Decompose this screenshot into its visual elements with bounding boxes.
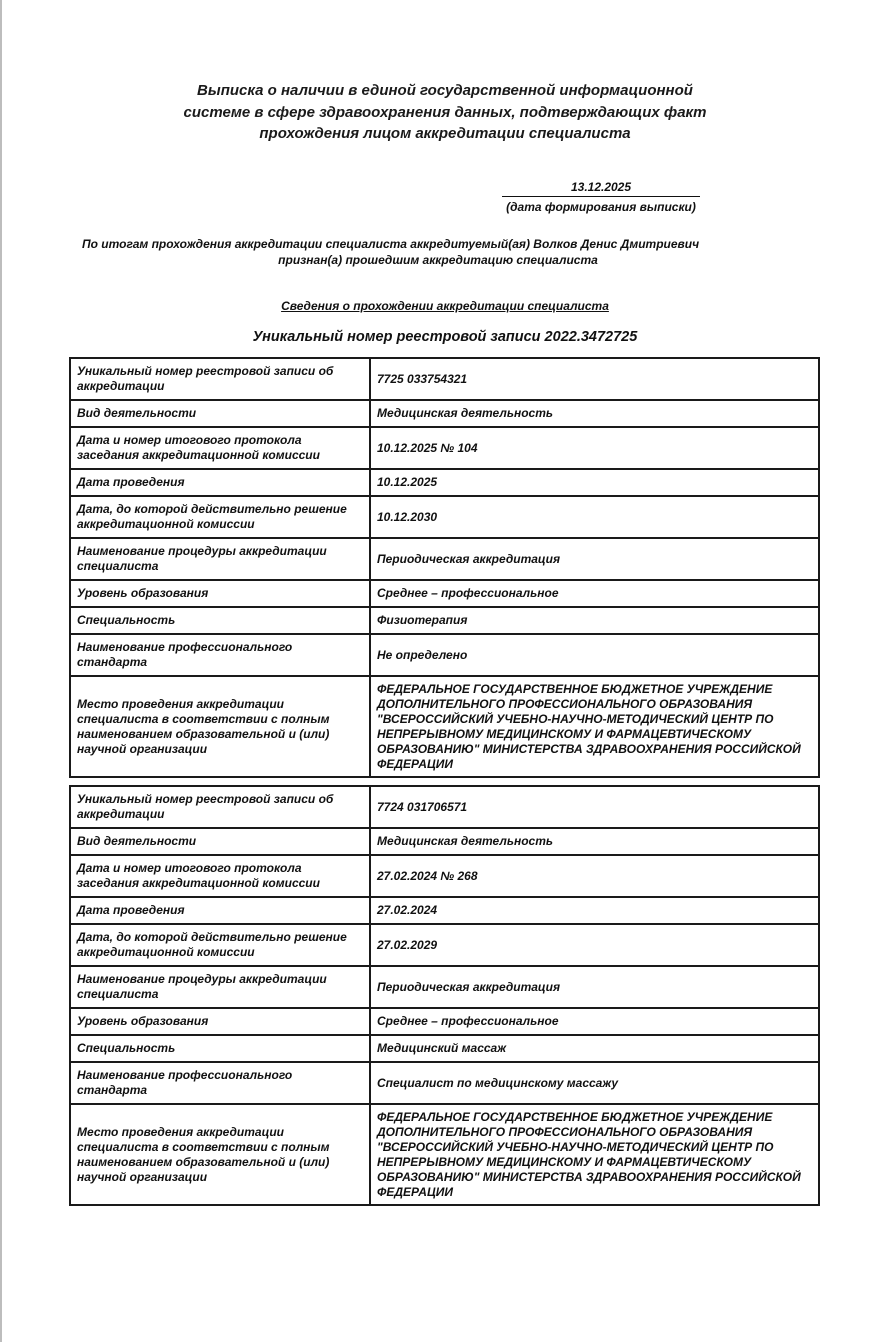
- table-row: [70, 966, 819, 1008]
- row-label: Наименование процедуры аккредитации специалиста: [70, 538, 370, 580]
- table-row: [70, 400, 819, 427]
- row-value: 10.12.2025: [370, 469, 819, 496]
- table-row: [70, 538, 819, 580]
- table-row: [70, 855, 819, 897]
- row-label: Место проведения аккредитации специалиста в соответствии с полным наименованием образовательной и (или) научной организации: [70, 676, 370, 777]
- row-label: Дата, до которой действительно решение аккредитационной комиссии: [70, 924, 370, 966]
- table-row: [70, 427, 819, 469]
- table-row: [70, 634, 819, 676]
- row-value: Периодическая аккредитация: [370, 966, 819, 1008]
- row-value: ФЕДЕРАЛЬНОЕ ГОСУДАРСТВЕННОЕ БЮДЖЕТНОЕ УЧРЕЖДЕНИЕ ДОПОЛНИТЕЛЬНОГО ПРОФЕССИОНАЛЬНОГО ОБРАЗОВАНИЯ "ВСЕРОССИЙСКИЙ УЧЕБНО-НАУЧНО-МЕТОДИЧЕСКИЙ ЦЕНТР ПО НЕПРЕРЫВНОМУ МЕДИЦИНСКОМУ И ФАРМАЦЕВТИЧЕСКОМУ ОБРАЗОВАНИЮ" МИНИСТЕРСТВА ЗДРАВООХРАНЕНИЯ РОССИЙСКОЙ ФЕДЕРАЦИИ: [370, 1104, 819, 1205]
- row-value: 27.02.2024 № 268: [370, 855, 819, 897]
- row-value: Периодическая аккредитация: [370, 538, 819, 580]
- row-label: Специальность: [70, 1035, 370, 1062]
- table-row: [70, 828, 819, 855]
- row-label: Уникальный номер реестровой записи об аккредитации: [70, 786, 370, 828]
- table-row: [70, 1104, 819, 1205]
- row-value: 7724 031706571: [370, 786, 819, 828]
- row-value: 27.02.2029: [370, 924, 819, 966]
- row-label: Дата проведения: [70, 897, 370, 924]
- row-value: 7725 033754321: [370, 358, 819, 400]
- table-row: [70, 786, 819, 828]
- registry-number-title: Уникальный номер реестровой записи 2022.3472725: [252, 329, 638, 345]
- row-label: Уникальный номер реестровой записи об аккредитации: [70, 358, 370, 400]
- row-value: Медицинский массаж: [370, 1035, 819, 1062]
- row-label: Уровень образования: [70, 580, 370, 607]
- table-row: [70, 1008, 819, 1035]
- date-caption: (дата формирования выписки): [506, 200, 696, 214]
- row-label: Дата и номер итогового протокола заседания аккредитационной комиссии: [70, 427, 370, 469]
- section-title: Сведения о прохождении аккредитации специалиста: [281, 299, 609, 313]
- date-value: 13.12.2025: [502, 180, 700, 197]
- accreditation-table-1: [69, 357, 820, 778]
- row-label: Наименование процедуры аккредитации специалиста: [70, 966, 370, 1008]
- row-value: Среднее – профессиональное: [370, 1008, 819, 1035]
- title-line: Выписка о наличии в единой государственной информационной: [197, 82, 693, 99]
- table-row: [70, 924, 819, 966]
- title-line: прохождения лицом аккредитации специалиста: [259, 125, 631, 142]
- table-row: [70, 1062, 819, 1104]
- row-value: Медицинская деятельность: [370, 828, 819, 855]
- row-value: Физиотерапия: [370, 607, 819, 634]
- row-value: ФЕДЕРАЛЬНОЕ ГОСУДАРСТВЕННОЕ БЮДЖЕТНОЕ УЧРЕЖДЕНИЕ ДОПОЛНИТЕЛЬНОГО ПРОФЕССИОНАЛЬНОГО ОБРАЗОВАНИЯ "ВСЕРОССИЙСКИЙ УЧЕБНО-НАУЧНО-МЕТОДИЧЕСКИЙ ЦЕНТР ПО НЕПРЕРЫВНОМУ МЕДИЦИНСКОМУ И ФАРМАЦЕВТИЧЕСКОМУ ОБРАЗОВАНИЮ" МИНИСТЕРСТВА ЗДРАВООХРАНЕНИЯ РОССИЙСКОЙ ФЕДЕРАЦИИ: [370, 676, 819, 777]
- table-row: [70, 1035, 819, 1062]
- table-row: [70, 580, 819, 607]
- row-label: Наименование профессионального стандарта: [70, 1062, 370, 1104]
- row-value: Медицинская деятельность: [370, 400, 819, 427]
- table-row: [70, 358, 819, 400]
- result-line-2: признан(а) прошедшим аккредитацию специалиста: [278, 252, 598, 267]
- title-line: системе в сфере здравоохранения данных, подтверждающих факт: [183, 103, 707, 121]
- accreditation-result: [70, 237, 750, 268]
- row-value: Специалист по медицинскому массажу: [370, 1062, 819, 1104]
- row-label: Вид деятельности: [70, 828, 370, 855]
- table-row: [70, 496, 819, 538]
- table-row: [70, 676, 819, 777]
- row-label: Дата проведения: [70, 469, 370, 496]
- row-value: Среднее – профессиональное: [370, 580, 819, 607]
- page-edge: [0, 0, 2, 1342]
- row-value: 27.02.2024: [370, 897, 819, 924]
- accreditation-table-2: [69, 785, 820, 1206]
- date-block: [502, 180, 700, 216]
- row-label: Дата и номер итогового протокола заседания аккредитационной комиссии: [70, 855, 370, 897]
- row-label: Дата, до которой действительно решение аккредитационной комиссии: [70, 496, 370, 538]
- row-label: Уровень образования: [70, 1008, 370, 1035]
- row-label: Место проведения аккредитации специалиста в соответствии с полным наименованием образовательной и (или) научной организации: [70, 1104, 370, 1205]
- table-row: [70, 469, 819, 496]
- table-row: [70, 607, 819, 634]
- table-row: [70, 897, 819, 924]
- row-label: Наименование профессионального стандарта: [70, 634, 370, 676]
- document-title: [150, 80, 740, 145]
- row-value: 10.12.2030: [370, 496, 819, 538]
- result-line-1: По итогам прохождения аккредитации специалиста аккредитуемый(ая) Волков Денис Дмитриевич: [82, 237, 700, 251]
- row-label: Вид деятельности: [70, 400, 370, 427]
- row-value: 10.12.2025 № 104: [370, 427, 819, 469]
- row-label: Специальность: [70, 607, 370, 634]
- row-value: Не определено: [370, 634, 819, 676]
